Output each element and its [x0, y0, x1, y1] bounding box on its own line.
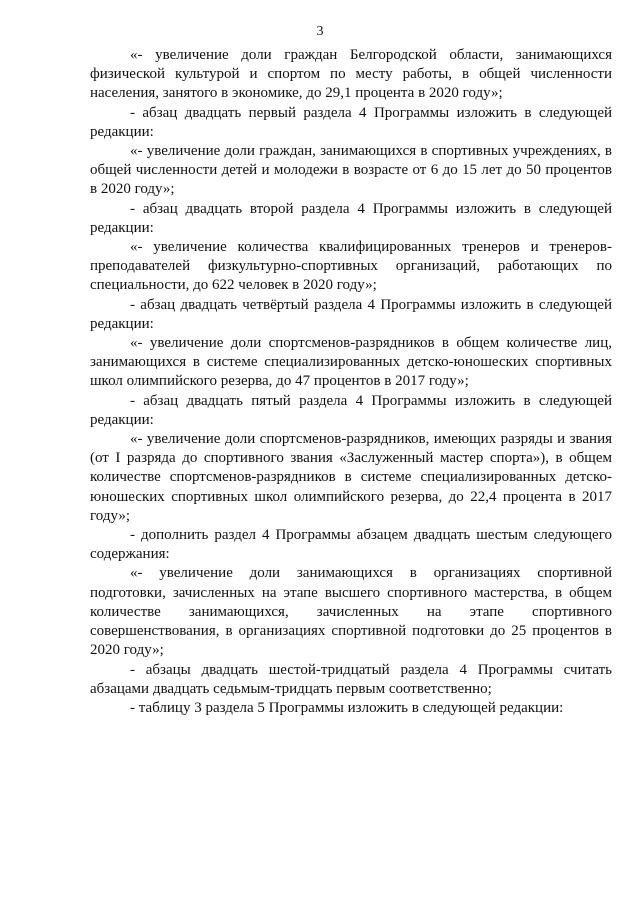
paragraph-13: - таблицу 3 раздела 5 Программы изложить в следующей редакции: — [130, 699, 564, 716]
paragraph-4: - абзац двадцать второй раздела 4 Программы изложить в следующей редакции: — [90, 200, 612, 236]
paragraph-8: - абзац двадцать пятый раздела 4 Программы изложить в следующей редакции: — [90, 392, 612, 428]
paragraph-2: - абзац двадцать первый раздела 4 Программы изложить в следующей редакции: — [90, 104, 612, 140]
document-body — [90, 46, 612, 718]
paragraph-5: «- увеличение количества квалифицированных тренеров и тренеров-преподавателей физкультурно-спортивных организаций, работающих по специальности, до 622 человек в 2020 году»; — [90, 239, 612, 294]
paragraph-11: «- увеличение доли занимающихся в организациях спортивной подготовки, зачисленных на этапе высшего спортивного мастерства, в общем количестве занимающихся, зачисленных на этапе спортивного совершенствования, в организациях спортивной подготовки до 25 процентов в 2020 году»; — [90, 565, 612, 659]
paragraph-6: - абзац двадцать четвёртый раздела 4 Программы изложить в следующей редакции: — [90, 296, 612, 332]
paragraph-12: - абзацы двадцать шестой-тридцатый раздела 4 Программы считать абзацами двадцать седьмым-тридцать первым соответственно; — [90, 661, 612, 697]
paragraph-10: - дополнить раздел 4 Программы абзацем двадцать шестым следующего содержания: — [90, 527, 612, 563]
paragraph-3: «- увеличение доли граждан, занимающихся в спортивных учреждениях, в общей численности детей и молодежи в возрасте от 6 до 15 лет до 50 процентов в 2020 году»; — [90, 143, 612, 198]
paragraph-9: «- увеличение доли спортсменов-разрядников, имеющих разряды и звания (от I разряда до спортивного звания «Заслуженный мастер спорта»), в общем количестве спортсменов-разрядников в системе специализированных детско-юношеских спортивных школ олимпийского резерва, до 22,4 процента в 2017 году»; — [90, 431, 612, 524]
page-number: 3 — [316, 24, 324, 39]
paragraph-7: «- увеличение доли спортсменов-разрядников в общем количестве лиц, занимающихся в системе специализированных детско-юношеских спортивных школ олимпийского резерва, до 47 процентов в 2017 году»; — [90, 335, 612, 390]
paragraph-1: «- увеличение доли граждан Белгородской области, занимающихся физической культурой и спортом по месту работы, в общей численности населения, занятого в экономике, до 29,1 процента в 2020 году»; — [90, 47, 612, 102]
